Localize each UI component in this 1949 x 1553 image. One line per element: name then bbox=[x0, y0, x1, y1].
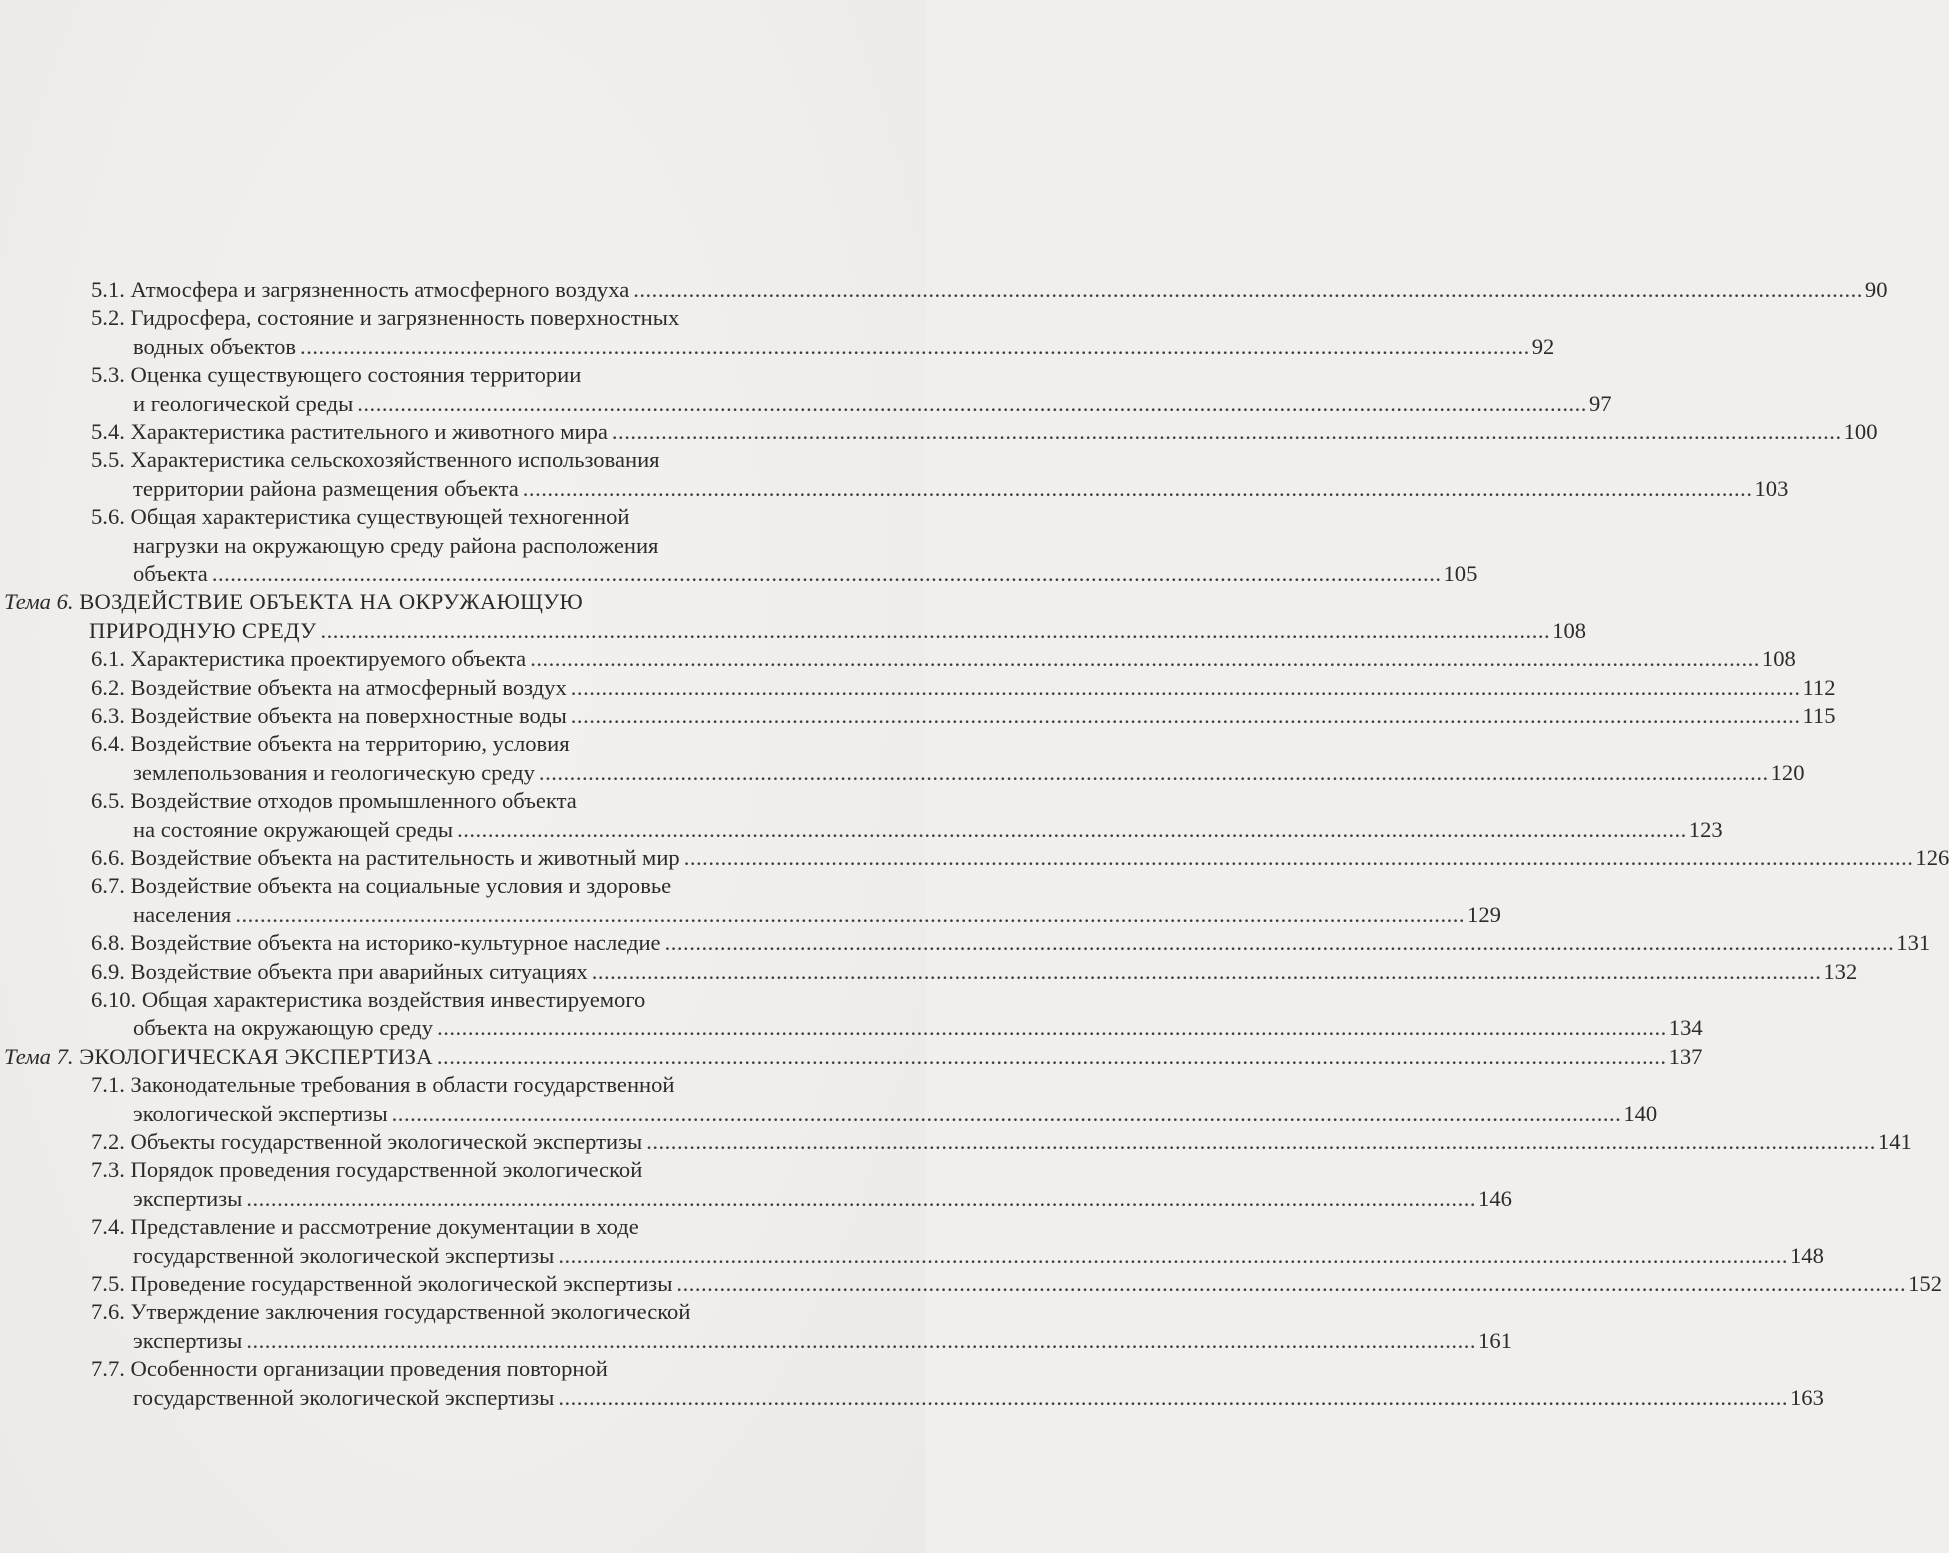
toc-page-number: 137 bbox=[1668, 1043, 1703, 1069]
toc-entry-line bbox=[91, 986, 855, 1014]
toc-page-number: 163 bbox=[1790, 1384, 1824, 1410]
toc-entry-line bbox=[91, 645, 1796, 673]
toc-entry-number: 6.1. bbox=[91, 646, 125, 672]
toc-leader-dots: ........................................................................................................................................................................................................ bbox=[457, 816, 1687, 842]
toc-entry-title: Атмосфера и загрязненность атмосферного воздуха bbox=[130, 277, 630, 302]
toc-entry-title: Законодательные требования в области государственной bbox=[130, 1072, 675, 1098]
toc-leader-dots: ........................................................................................................................................................................................................ bbox=[664, 930, 1895, 956]
toc-entry-number: 7.3. bbox=[91, 1157, 125, 1183]
toc-leader-dots: ........................................................................................................................................................................................................ bbox=[558, 1242, 1788, 1268]
toc-page-number: 140 bbox=[1623, 1100, 1658, 1126]
toc-page-number: 115 bbox=[1802, 703, 1836, 728]
toc-entry-line bbox=[91, 872, 855, 900]
toc-theme-line bbox=[4, 1043, 1703, 1071]
toc-entry-line bbox=[91, 418, 1878, 446]
toc-entry-title: территории района размещения объекта bbox=[133, 475, 519, 501]
toc-entry-number: 7.4. bbox=[91, 1214, 125, 1240]
toc-entry-title: Воздействие объекта на растительность и животный мир bbox=[130, 845, 680, 870]
toc-theme-line bbox=[4, 588, 855, 616]
toc-entry-number: 6.7. bbox=[91, 873, 125, 899]
toc-theme-title: ЭКОЛОГИЧЕСКАЯ ЭКСПЕРТИЗА bbox=[79, 1043, 433, 1069]
toc-entry-line bbox=[133, 1327, 1512, 1355]
toc-entry-line bbox=[91, 361, 855, 389]
toc-entry-line bbox=[133, 475, 1789, 503]
toc-leader-dots: ........................................................................................................................................................................................................ bbox=[570, 703, 1801, 728]
toc-entry-line bbox=[91, 1156, 855, 1184]
toc-entry-line bbox=[133, 816, 1723, 844]
toc-entry-line bbox=[133, 1384, 1824, 1412]
toc-entry-line bbox=[91, 702, 1836, 730]
toc-entry-title: Характеристика проектируемого объекта bbox=[130, 646, 527, 672]
toc-entry-number: 6.5. bbox=[91, 788, 125, 814]
toc-leader-dots: ........................................................................................................................................................................................................ bbox=[676, 1271, 1907, 1296]
toc-entry-title: землепользования и геологическую среду bbox=[133, 759, 535, 785]
toc-leader-dots: ........................................................................................................................................................................................................ bbox=[437, 1015, 1667, 1041]
toc-entry-line bbox=[133, 759, 1805, 787]
toc-entry-number: 7.5. bbox=[91, 1271, 125, 1296]
toc-entry-number: 5.2. bbox=[91, 305, 125, 331]
toc-entry-line bbox=[133, 1014, 1703, 1042]
toc-entry-title: государственной экологической экспертизы bbox=[133, 1384, 555, 1410]
toc-entry-line bbox=[133, 532, 855, 560]
toc-page-number: 92 bbox=[1531, 333, 1555, 359]
toc-leader-dots: ........................................................................................................................................................................................................ bbox=[646, 1129, 1876, 1154]
toc-entry-number: 5.5. bbox=[91, 447, 125, 473]
toc-leader-dots: ........................................................................................................................................................................................................ bbox=[530, 646, 1760, 672]
toc-entry-title: Воздействие объекта при аварийных ситуациях bbox=[130, 958, 588, 984]
toc-page-number: 152 bbox=[1908, 1271, 1942, 1296]
toc-entry-title: Порядок проведения государственной экологической bbox=[130, 1157, 643, 1183]
toc-entry-title: Гидросфера, состояние и загрязненность поверхностных bbox=[130, 305, 680, 331]
toc-page-number: 123 bbox=[1688, 816, 1723, 842]
toc-page-number: 126 bbox=[1915, 845, 1949, 870]
toc-theme-line bbox=[89, 617, 1587, 645]
toc-page-number: 100 bbox=[1843, 419, 1878, 444]
toc-page-number: 97 bbox=[1588, 390, 1612, 416]
toc-entry-line bbox=[91, 1355, 855, 1383]
toc-entry-title: Оценка существующего состояния территории bbox=[130, 362, 582, 388]
toc-leader-dots: ........................................................................................................................................................................................................ bbox=[538, 759, 1769, 785]
toc-page-number: 103 bbox=[1754, 475, 1789, 501]
toc-entry-title: объекта bbox=[133, 561, 208, 586]
toc-leader-dots: ........................................................................................................................................................................................................ bbox=[611, 419, 1842, 444]
toc-entry-title: экологической экспертизы bbox=[133, 1100, 388, 1126]
toc-entry-title: Общая характеристика существующей техногенной bbox=[130, 504, 630, 530]
toc-page-number: 148 bbox=[1790, 1242, 1824, 1268]
toc-entry-title: Воздействие отходов промышленного объекта bbox=[130, 788, 577, 814]
toc-leader-dots: ........................................................................................................................................................................................................ bbox=[246, 1327, 1477, 1353]
toc-entry-line bbox=[133, 1185, 1512, 1213]
toc-entry-title: Особенности организации проведения повторной bbox=[130, 1356, 608, 1382]
toc-entry-line bbox=[91, 674, 1836, 702]
toc-entry-title: населения bbox=[133, 901, 232, 927]
toc-entry-title: государственной экологической экспертизы bbox=[133, 1242, 555, 1268]
toc-entry-number: 6.3. bbox=[91, 703, 125, 728]
toc-entry-title: Характеристика сельскохозяйственного использования bbox=[130, 447, 660, 473]
toc-theme-title: ПРИРОДНУЮ СРЕДУ bbox=[89, 617, 317, 643]
toc-leader-dots: ........................................................................................................................................................................................................ bbox=[558, 1384, 1788, 1410]
toc-entry-line bbox=[91, 1270, 1942, 1298]
toc-leader-dots: ........................................................................................................................................................................................................ bbox=[357, 390, 1587, 416]
toc-entry-number: 7.2. bbox=[91, 1129, 125, 1154]
toc-entry-title: Проведение государственной экологической экспертизы bbox=[130, 1271, 673, 1296]
toc-theme-title: ВОЗДЕЙСТВИЕ ОБЪЕКТА НА ОКРУЖАЮЩУЮ bbox=[79, 589, 584, 615]
toc-leader-dots: ........................................................................................................................................................................................................ bbox=[320, 617, 1551, 643]
toc-entry-line bbox=[133, 1100, 1658, 1128]
toc-leader-dots: ........................................................................................................................................................................................................ bbox=[570, 674, 1801, 700]
toc-leader-dots: ........................................................................................................................................................................................................ bbox=[391, 1100, 1622, 1126]
toc-entry-line bbox=[91, 1071, 855, 1099]
toc-leader-dots: ........................................................................................................................................................................................................ bbox=[300, 333, 1530, 359]
toc-entry-title: Общая характеристика воздействия инвестируемого bbox=[141, 987, 646, 1012]
toc-entry-number: 6.4. bbox=[91, 731, 125, 757]
toc-entry-number: 6.6. bbox=[91, 845, 125, 870]
toc-entry-title: на состояние окружающей среды bbox=[133, 816, 454, 842]
toc-entry-title: Воздействие объекта на социальные условия и здоровье bbox=[130, 873, 672, 899]
toc-page-number: 161 bbox=[1478, 1327, 1512, 1353]
toc-page-number: 131 bbox=[1896, 930, 1931, 956]
toc-entry-title: Воздействие объекта на историко-культурное наследие bbox=[130, 930, 661, 956]
toc-entry-line bbox=[91, 1128, 1912, 1156]
toc-entry-line bbox=[91, 958, 1858, 986]
toc-entry-number: 7.6. bbox=[91, 1299, 125, 1325]
toc-entry-title: и геологической среды bbox=[133, 390, 354, 416]
toc-page-number: 146 bbox=[1478, 1185, 1512, 1211]
toc-entry-number: 6.10. bbox=[91, 987, 137, 1012]
toc-entry-title: нагрузки на окружающую среду района расположения bbox=[133, 532, 659, 558]
toc-entry-title: Воздействие объекта на территорию, условия bbox=[130, 731, 570, 757]
toc-entry-title: водных объектов bbox=[133, 333, 297, 359]
toc-entry-number: 6.9. bbox=[91, 958, 125, 984]
toc-entry-title: Утверждение заключения государственной экологической bbox=[130, 1299, 691, 1325]
toc-entry-number: 5.6. bbox=[91, 504, 125, 530]
toc-entry-title: Представление и рассмотрение документации в ходе bbox=[130, 1214, 639, 1240]
toc-leader-dots: ........................................................................................................................................................................................................ bbox=[683, 845, 1914, 870]
toc-leader-dots: ........................................................................................................................................................................................................ bbox=[235, 901, 1466, 927]
toc-entry-title: объекта на окружающую среду bbox=[133, 1015, 434, 1041]
toc-entry-line bbox=[91, 1298, 855, 1326]
toc-entry-line bbox=[91, 304, 855, 332]
toc-page-number: 108 bbox=[1552, 617, 1587, 643]
toc-entry-line bbox=[133, 390, 1612, 418]
toc-entry-line bbox=[91, 446, 855, 474]
toc-entry-number: 6.2. bbox=[91, 674, 125, 700]
toc-theme-label: Тема 6. bbox=[4, 589, 74, 615]
toc-entry-title: Характеристика растительного и животного мира bbox=[130, 419, 608, 444]
toc-page-number: 134 bbox=[1668, 1015, 1703, 1041]
toc-entry-line bbox=[133, 1242, 1824, 1270]
toc-page-number: 141 bbox=[1877, 1129, 1912, 1154]
toc-entry-number: 5.1. bbox=[91, 277, 125, 302]
toc-entry-title: экспертизы bbox=[133, 1327, 243, 1353]
toc-page-number: 120 bbox=[1770, 759, 1805, 785]
toc-leader-dots: ........................................................................................................................................................................................................ bbox=[436, 1043, 1667, 1069]
toc-entry-line bbox=[91, 503, 855, 531]
toc-page-number: 129 bbox=[1467, 901, 1501, 927]
toc-leader-dots: ........................................................................................................................................................................................................ bbox=[246, 1185, 1477, 1211]
toc-entry-title: Воздействие объекта на атмосферный воздух bbox=[130, 674, 567, 700]
toc-entry-number: 7.1. bbox=[91, 1072, 125, 1098]
toc-page-number: 132 bbox=[1823, 958, 1858, 984]
toc-page-number: 112 bbox=[1802, 674, 1836, 700]
toc-entry-number: 5.4. bbox=[91, 419, 125, 444]
toc-entry-line bbox=[91, 929, 1931, 957]
toc-page-number: 108 bbox=[1761, 646, 1796, 672]
toc-entry-number: 7.7. bbox=[91, 1356, 125, 1382]
toc-leader-dots: ........................................................................................................................................................................................................ bbox=[591, 958, 1822, 984]
toc-entry-number: 5.3. bbox=[91, 362, 125, 388]
toc-entry-line bbox=[91, 276, 1888, 304]
toc-leader-dots: ........................................................................................................................................................................................................ bbox=[211, 561, 1442, 586]
toc-entry-line bbox=[91, 730, 855, 758]
toc-entry-line bbox=[133, 560, 1478, 588]
toc-entry-line bbox=[133, 333, 1555, 361]
toc-entry-line bbox=[133, 901, 1501, 929]
toc-entry-line bbox=[91, 1213, 855, 1241]
toc-entry-number: 6.8. bbox=[91, 930, 125, 956]
toc-entry-title: Воздействие объекта на поверхностные воды bbox=[130, 703, 567, 728]
toc-page-number: 105 bbox=[1443, 561, 1478, 586]
toc-leader-dots: ........................................................................................................................................................................................................ bbox=[522, 475, 1753, 501]
toc-entry-line bbox=[91, 844, 1949, 872]
toc-entry-title: Объекты государственной экологической экспертизы bbox=[130, 1129, 643, 1154]
toc-theme-label: Тема 7. bbox=[4, 1043, 74, 1069]
toc-entry-title: экспертизы bbox=[133, 1185, 243, 1211]
toc-page-number: 90 bbox=[1864, 277, 1888, 302]
toc-entry-line bbox=[91, 787, 855, 815]
toc-leader-dots: ........................................................................................................................................................................................................ bbox=[633, 277, 1863, 302]
